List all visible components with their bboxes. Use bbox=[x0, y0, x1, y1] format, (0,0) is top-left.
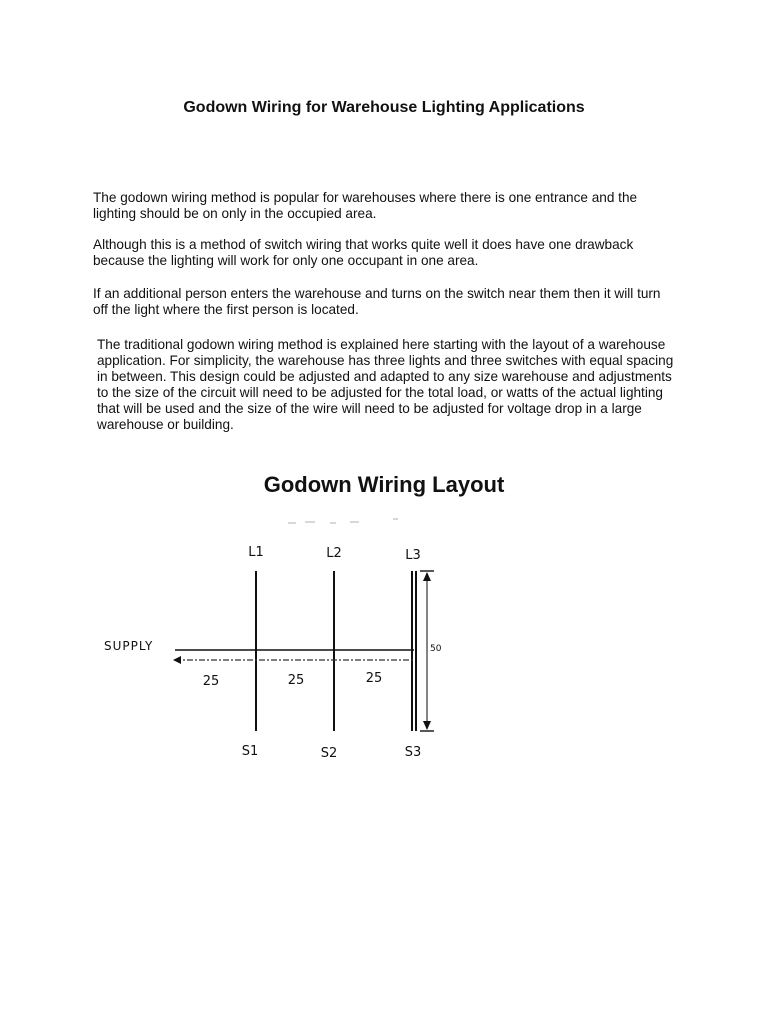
supply-label: SUPPLY bbox=[104, 639, 154, 653]
switch-label-s1: S1 bbox=[241, 744, 259, 759]
paragraph-2: Although this is a method of switch wiring that works quite well it does have one drawback because the lighting will work for only one occupant in one area. bbox=[93, 237, 634, 268]
paragraph-1: The godown wiring method is popular for warehouses where there is one entrance and the lighting should be on only in the occupied area. bbox=[93, 190, 638, 221]
light-label-l3: L3 bbox=[405, 548, 421, 563]
diagram-title: Godown Wiring Layout bbox=[263, 472, 505, 497]
light-label-l2: L2 bbox=[326, 546, 342, 561]
spacing-label-1: 25 bbox=[202, 674, 220, 689]
paragraph-4: The traditional godown wiring method is explained here starting with the layout of a warehouse application. For simplicity, the warehouse has three lights and three switches with equal spacing in between. This design could be adjusted and adapted to any size warehouse and adjustments to the size of the circuit will need to be adjusted for the total load, or watts of the actual lighting that will be used and the size of the wire will need to be adjusted for voltage drop in a large warehouse or building. bbox=[97, 337, 674, 432]
spacing-label-2: 25 bbox=[287, 673, 305, 688]
scan-smudge bbox=[288, 518, 398, 524]
dimension-arrow-left bbox=[173, 656, 181, 664]
document-title: Godown Wiring for Warehouse Lighting Applications bbox=[183, 99, 585, 116]
height-arrow-bottom bbox=[423, 721, 431, 730]
light-label-l1: L1 bbox=[248, 545, 264, 560]
spacing-label-3: 25 bbox=[365, 671, 383, 686]
height-arrow-top bbox=[423, 572, 431, 581]
paragraph-3: If an additional person enters the warehouse and turns on the switch near them then it will turn off the light where the first person is located. bbox=[93, 286, 661, 317]
switch-label-s3: S3 bbox=[404, 745, 422, 760]
switch-label-s2: S2 bbox=[320, 746, 338, 761]
height-label: 50 bbox=[430, 644, 442, 654]
